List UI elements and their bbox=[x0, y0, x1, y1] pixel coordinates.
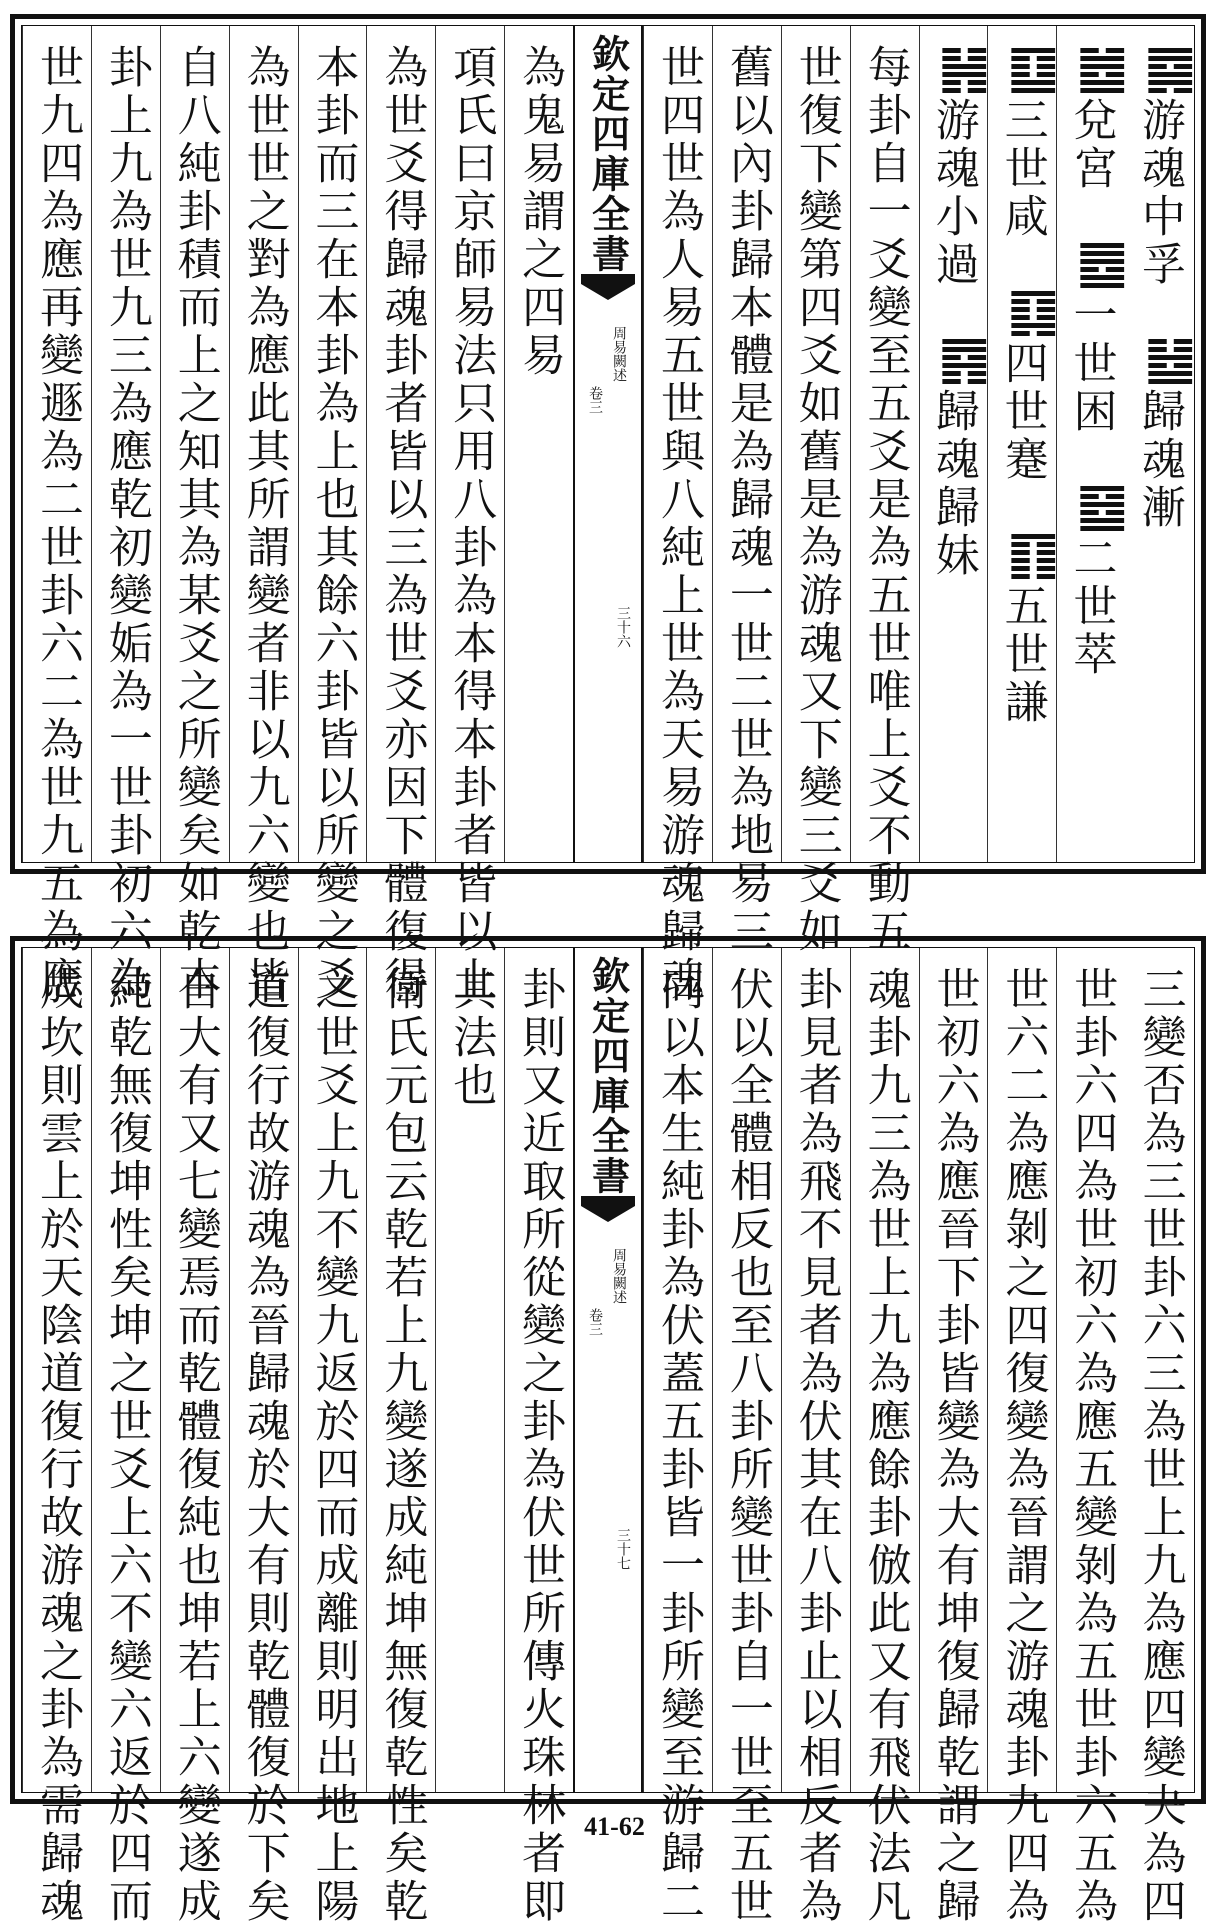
lower-text-column-2 bbox=[1056, 948, 1125, 1926]
upper-text-column-16 bbox=[91, 26, 160, 1004]
upper-text-column-3 bbox=[987, 26, 1056, 862]
hexagram-icon bbox=[1080, 486, 1124, 531]
hexagram-label: 四世蹇 bbox=[996, 340, 1048, 484]
center-fold-volume: 卷三 bbox=[587, 1308, 603, 1336]
upper-text-column-14 bbox=[229, 26, 298, 1004]
hexagram-list bbox=[1127, 44, 1193, 578]
folio-number: 41-62 bbox=[584, 1812, 645, 1841]
lower-text-column-7 bbox=[712, 948, 781, 1926]
column-text: 本卦而三在本卦為上也其餘六卦皆以所變之爻 bbox=[307, 44, 359, 1004]
column-text: 其法也 bbox=[445, 966, 497, 1110]
hexagram-list bbox=[990, 44, 1056, 773]
column-text: 同以本生純卦為伏蓋五卦皆一卦所變至游歸二 bbox=[652, 966, 704, 1926]
center-fold-book-title: 周易闕述 bbox=[611, 1248, 627, 1304]
hexagram-icon bbox=[1148, 339, 1192, 384]
hexagram-icon bbox=[1011, 48, 1055, 93]
center-fold-page-number: 三十七 bbox=[615, 1528, 631, 1570]
hexagram-icon bbox=[942, 48, 986, 93]
column-text: 世復下變第四爻如舊是為游魂又下變三爻如 bbox=[790, 44, 842, 956]
upper-page bbox=[10, 14, 1206, 1004]
lower-text-column-14 bbox=[229, 948, 298, 1926]
hexagram-label: 游魂中孚 bbox=[1133, 97, 1185, 289]
upper-text-column-2 bbox=[1056, 26, 1125, 862]
center-fold-title: 欽定四庫全書 bbox=[585, 956, 631, 1196]
center-fold-page-number: 三十六 bbox=[615, 606, 631, 648]
column-text: 道復行故游魂為晉歸魂於大有則乾體復於下矣 bbox=[238, 966, 290, 1926]
upper-page-text-frame bbox=[21, 25, 1195, 1004]
column-text: 純乾無復坤性矣坤之世爻上六不變六返於四而 bbox=[100, 966, 152, 1926]
hexagram-list bbox=[921, 44, 987, 626]
center-fold bbox=[573, 948, 643, 1792]
lower-text-column-15 bbox=[160, 948, 229, 1926]
column-text: 世四世為人易五世與八純上世為天易游魂歸魂 bbox=[652, 44, 704, 1004]
column-text: 卦上九為世九三為應乾初變姤為一世卦初六為 bbox=[100, 44, 152, 1004]
column-text: 世九四為應再變遯為二世卦六二為世九五為應 bbox=[31, 44, 83, 1004]
upper-text-column-11 bbox=[435, 26, 504, 1004]
upper-text-column-8 bbox=[643, 26, 712, 1004]
hexagram-label: 兌宮 bbox=[1065, 97, 1117, 193]
fish-tail-ornament bbox=[581, 274, 635, 300]
upper-text-column-17 bbox=[22, 26, 91, 1004]
hexagram-icon bbox=[1080, 243, 1124, 288]
hexagram-label: 歸魂歸妹 bbox=[927, 388, 979, 580]
column-text: 項氏曰京師易法只用八卦為本得本卦者皆以上 bbox=[445, 44, 497, 1004]
lower-text-column-13 bbox=[298, 948, 367, 1926]
lower-text-column-17 bbox=[22, 948, 91, 1926]
fish-tail-ornament bbox=[581, 1196, 635, 1222]
lower-text-column-10 bbox=[504, 948, 573, 1926]
column-text: 為世世之對為應此其所謂變者非以九六變也皆 bbox=[238, 44, 290, 1004]
upper-text-column-12 bbox=[366, 26, 435, 1004]
hexagram-label: 五世謙 bbox=[996, 583, 1048, 727]
column-text: 伏以全體相反也至八卦所變世卦自一世至五世 bbox=[721, 966, 773, 1926]
upper-text-column-5 bbox=[850, 26, 919, 956]
column-text: 世卦六四為世初六為應五變剝為五世卦六五為 bbox=[1066, 966, 1118, 1926]
upper-text-column-7 bbox=[712, 26, 781, 956]
column-text: 世初六為應晉下卦皆變為大有坤復歸乾謂之歸 bbox=[928, 966, 980, 1926]
column-text: 衛氏元包云乾若上九變遂成純坤無復乾性矣乾 bbox=[376, 966, 428, 1926]
column-text: 成坎則雲上於天陰道復行故游魂之卦為需歸魂 bbox=[31, 966, 83, 1926]
column-text: 三變否為三世卦六三為世上九為應四變夬為四 bbox=[1134, 966, 1186, 1926]
upper-text-column-10 bbox=[504, 26, 573, 862]
column-text: 為鬼易謂之四易 bbox=[514, 44, 566, 380]
hexagram-label: 一世困 bbox=[1065, 292, 1117, 436]
upper-text-column-6 bbox=[781, 26, 850, 956]
center-fold-volume: 卷三 bbox=[587, 386, 603, 414]
hexagram-icon bbox=[1011, 291, 1055, 336]
hexagram-label: 二世萃 bbox=[1065, 535, 1117, 679]
upper-text-column-4 bbox=[919, 26, 988, 862]
column-text: 卦見者為飛不見者為伏其在八卦止以相反者為 bbox=[790, 966, 842, 1926]
hexagram-label: 三世咸 bbox=[996, 97, 1048, 241]
hexagram-label: 游魂小過 bbox=[927, 97, 979, 289]
center-fold bbox=[573, 26, 643, 862]
column-text: 每卦自一爻變至五爻是為五世唯上爻不動五 bbox=[859, 44, 911, 956]
column-text: 為世爻得歸魂卦者皆以三為世爻亦因下體復得 bbox=[376, 44, 428, 1004]
center-fold-book-title: 周易闕述 bbox=[611, 326, 627, 382]
column-text: 自八純卦積而上之知其為某爻之所變矣如乾本 bbox=[169, 44, 221, 1004]
lower-text-column-6 bbox=[781, 948, 850, 1926]
column-text: 魂卦九三為世上九為應餘卦倣此又有飛伏法凡 bbox=[859, 966, 911, 1926]
lower-text-column-16 bbox=[91, 948, 160, 1926]
upper-text-column-15 bbox=[160, 26, 229, 1004]
hexagram-icon bbox=[942, 339, 986, 384]
lower-text-column-4 bbox=[919, 948, 988, 1926]
hexagram-list bbox=[1058, 44, 1124, 725]
upper-text-column-13 bbox=[298, 26, 367, 1004]
column-text: 卦則又近取所從變之卦為伏世所傳火珠林者即 bbox=[514, 966, 566, 1926]
lower-text-column-1 bbox=[1125, 948, 1194, 1926]
center-fold-title: 欽定四庫全書 bbox=[585, 34, 631, 274]
column-text: 自大有又七變焉而乾體復純也坤若上六變遂成 bbox=[169, 966, 221, 1926]
upper-text-column-1 bbox=[1125, 26, 1194, 862]
lower-text-column-8 bbox=[643, 948, 712, 1926]
lower-text-column-5 bbox=[850, 948, 919, 1926]
lower-text-column-12 bbox=[366, 948, 435, 1926]
hexagram-icon bbox=[1011, 534, 1055, 579]
hexagram-icon bbox=[1148, 48, 1192, 93]
hexagram-icon bbox=[1080, 48, 1124, 93]
hexagram-label: 歸魂漸 bbox=[1133, 388, 1185, 532]
column-text: 之世爻上九不變九返於四而成離則明出地上陽 bbox=[307, 966, 359, 1926]
lower-text-column-3 bbox=[987, 948, 1056, 1926]
column-text: 舊以內卦歸本體是為歸魂一世二世為地易三 bbox=[721, 44, 773, 956]
lower-text-column-11 bbox=[435, 948, 504, 1792]
column-text: 世六二為應剝之四復變為晉謂之游魂卦九四為 bbox=[997, 966, 1049, 1926]
